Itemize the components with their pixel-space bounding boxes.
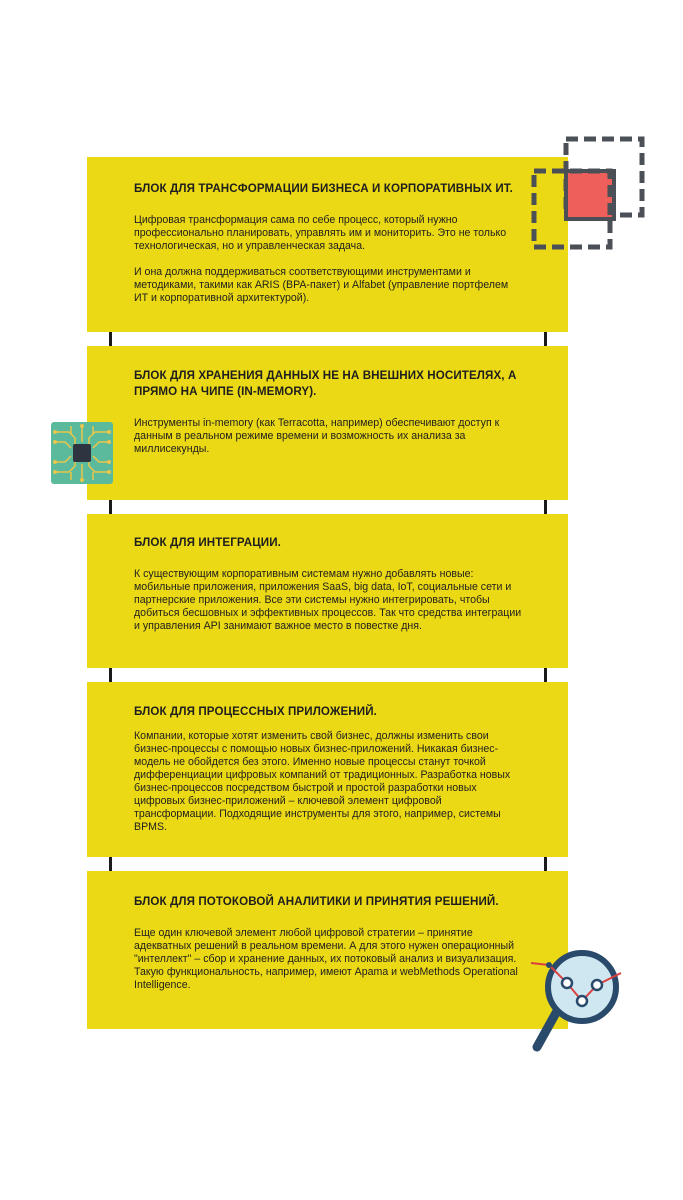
block-transformation	[87, 157, 568, 332]
block-title: БЛОК ДЛЯ ХРАНЕНИЯ ДАННЫХ НЕ НА ВНЕШНИХ НОСИТЕЛЯХ, А ПРЯМО НА ЧИПЕ (IN-MEMORY).	[134, 369, 517, 398]
block-in-memory	[87, 346, 568, 500]
connector-right-2	[544, 500, 547, 514]
block-paragraph: Инструменты in-memory (как Terracotta, например) обеспечивают доступ к данным в реальном режиме времени и возможность их анализа за миллисекунды.	[134, 417, 500, 455]
block-title: БЛОК ДЛЯ ТРАНСФОРМАЦИИ БИЗНЕСА И КОРПОРАТИВНЫХ ИТ.	[134, 182, 513, 195]
block-integration	[87, 514, 568, 668]
block-paragraph: Еще один ключевой элемент любой цифровой стратегии – принятие адекватных решений в реальном времени. А для этого нужен операционный "интеллект" – сбор и хранение данных, их потоковый анализ и визуализация. Такую функциональность, например, имеют Apama и webMethods Operational Intelligence.	[134, 926, 518, 991]
connector-right-4	[544, 857, 547, 871]
connector-left-1	[109, 332, 112, 346]
block-title: БЛОК ДЛЯ ПОТОКОВОЙ АНАЛИТИКИ И ПРИНЯТИЯ РЕШЕНИЙ.	[134, 895, 499, 908]
block-paragraph: Цифровая трансформация сама по себе процесс, который нужно профессионально планировать, управлять им и мониторить. Это не только технологическая, но и управленческая задача.	[134, 213, 507, 252]
block-streaming-analytics	[87, 871, 568, 1029]
transform-squares-icon	[528, 133, 652, 257]
block-paragraph: И она должна поддерживаться соответствующими инструментами и методиками, такими как ARIS (BPA-пакет) и Alfabet (управление портфелем ИТ и корпоративной архитектурой).	[134, 265, 509, 304]
connector-left-3	[109, 668, 112, 682]
microchip-icon	[51, 422, 113, 484]
block-process-apps	[87, 682, 568, 857]
connector-right-1	[544, 332, 547, 346]
block-paragraph: К существующим корпоративным системам нужно добавлять новые: мобильные приложения, приложения SaaS, big data, IoT, социальные сети и партнерские приложения. Все эти системы нужно интегрировать, чтобы добиться бесшовных и эффективных процессов. Так что средства интеграции и управления API занимают важное место в повестке дня.	[134, 567, 522, 632]
connector-left-4	[109, 857, 112, 871]
block-title: БЛОК ДЛЯ ПРОЦЕССНЫХ ПРИЛОЖЕНИЙ.	[134, 705, 377, 718]
block-title: БЛОК ДЛЯ ИНТЕГРАЦИИ.	[134, 536, 281, 549]
magnifier-chart-icon	[527, 945, 623, 1055]
block-paragraph: Компании, которые хотят изменить свой бизнес, должны изменить свои бизнес-процессы с помощью новых бизнес-приложений. Никакая бизнес-модель не обойдется без этого. Именно новые процессы станут точкой дифференциации цифровых компаний от традиционных. Разработка новых бизнес-процессов посредством быстрой и простой разработки новых цифровых бизнес-приложений – ключевой элемент цифровой трансформации. Подходящие инструменты для этого, например, системы BPMS.	[134, 729, 511, 833]
connector-left-2	[109, 500, 112, 514]
connector-right-3	[544, 668, 547, 682]
